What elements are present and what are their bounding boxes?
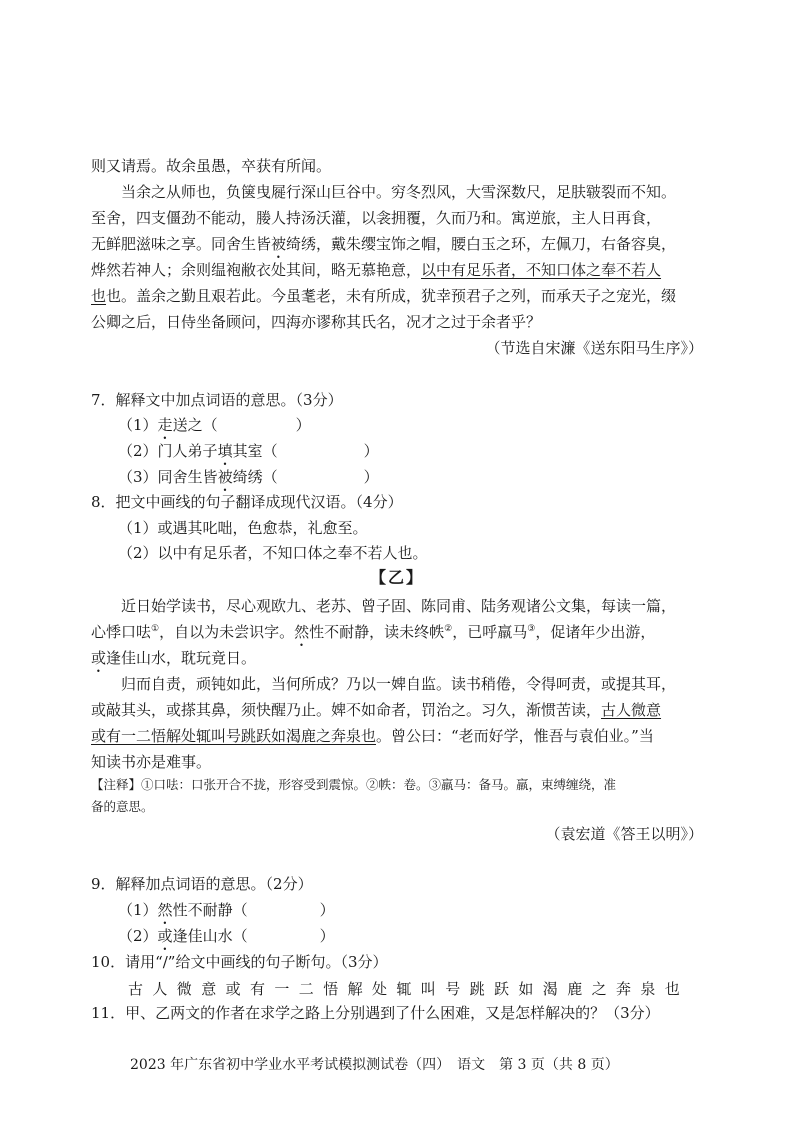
yi-line-5: 或敲其头，或搽其鼻，须快醒乃止。婢不如命者，罚治之。习久，渐惯苦读，古人微意 — [91, 701, 662, 719]
question-7-item-1: （1）走送之（ ） — [118, 416, 311, 434]
yi-line-2: 心悸口呿①，自以为未尝识字。然性不耐静，读未终帙②，已呼羸马③，促诸年少出游， — [91, 623, 656, 641]
underlined-sentence: 古人微意 — [601, 701, 662, 719]
question-8-item-1: （1）或遇其叱咄，色愈恭，礼愈至。 — [118, 519, 368, 537]
underlined-sentence: 或有一二悟解处辄叫号跳跃如渴鹿之奔泉也 — [91, 727, 377, 745]
yi-line-7: 知读书亦是难事。 — [91, 753, 212, 771]
question-10-sentence: 古人微意或有一二悟解处辄叫号跳跃如渴鹿之奔泉也 — [128, 980, 690, 998]
emphasis-dot-word: 被 — [271, 235, 287, 253]
question-7-item-2: （2）门人弟子填其室（ ） — [118, 442, 379, 460]
yi-note-2: 备的意思。 — [91, 799, 154, 814]
yi-line-1: 近日始学读书，尽心观欧九、老苏、曾子固、陈同甫、陆务观诸公文集，每读一篇， — [121, 597, 677, 615]
jia-line-1: 则又请焉。故余虽愚，卒获有所闻。 — [91, 157, 332, 175]
question-7-title: 7．解释文中加点词语的意思。（3分） — [91, 391, 343, 409]
jia-line-2: 当余之从师也，负箧曳屣行深山巨谷中。穷冬烈风，大雪深数尺，足肤皲裂而不知。 — [121, 183, 677, 201]
jia-source: （节选自宋濂《送东阳马生序》） — [485, 339, 703, 357]
question-10-title: 10．请用“/”给文中画线的句子断句。（3分） — [91, 953, 388, 971]
question-8-item-2: （2）以中有足乐者，不知口体之奉不若人也。 — [118, 544, 428, 562]
jia-line-7: 公卿之后，日侍坐备顾问，四海亦谬称其氏名，况才之过于余者乎？ — [91, 313, 542, 331]
question-8-title: 8．把文中画线的句子翻译成现代汉语。（4分） — [91, 493, 403, 511]
yi-note-1: 【注释】①口呿：口张开合不拢，形容受到震惊。②帙：卷。③羸马：备马。羸，束缚缠绕，准 — [91, 777, 617, 792]
jia-line-5: 烨然若神人；余则缊袍敝衣处其间，略无慕艳意，以中有足乐者，不知口体之奉不若人 — [91, 261, 662, 279]
question-9-title: 9．解释加点词语的意思。（2分） — [91, 875, 313, 893]
page-footer: 2023 年广东省初中学业水平考试模拟测试卷（四） 语文 第 3 页（共 8 页） — [130, 1057, 619, 1073]
question-11-title: 11．甲、乙两文的作者在求学之路上分别遇到了什么困难，又是怎样解决的？（3分） — [91, 1004, 660, 1022]
question-7-item-3: （3）同舍生皆被绮绣（ ） — [118, 468, 379, 486]
jia-line-3: 至舍，四支僵劲不能动，媵人持汤沃灌，以衾拥覆，久而乃和。寓逆旅，主人日再食， — [91, 209, 662, 227]
yi-line-3: 或逢佳山水，耽玩竟日。 — [91, 649, 257, 667]
jia-line-4: 无鲜肥滋味之享。同舍生皆被绮绣，戴朱缨宝饰之帽，腰白玉之环，左佩刀，右备容臭， — [91, 235, 677, 253]
yi-line-6: 或有一二悟解处辄叫号跳跃如渴鹿之奔泉也。曾公曰：“老而好学，惟吾与袁伯业。”当 — [91, 727, 654, 745]
yi-source: （袁宏道《答王以明》） — [545, 825, 703, 843]
question-9-item-1: （1）然性不耐静（ ） — [118, 901, 335, 919]
yi-heading: 【乙】 — [369, 568, 424, 587]
underlined-sentence-end: 也 — [91, 287, 107, 305]
question-9-item-2: （2）或逢佳山水（ ） — [118, 927, 335, 945]
jia-line-6: 也也。盖余之勤且艰若此。今虽耄老，未有所成，犹幸预君子之列，而承天子之宠光，缀 — [91, 287, 677, 305]
underlined-sentence: 以中有足乐者，不知口体之奉不若人 — [421, 261, 662, 279]
yi-line-4: 归而自责，顽钝如此，当何所成？乃以一婢自监。读书稍倦，令得呵责，或提其耳， — [121, 675, 677, 693]
